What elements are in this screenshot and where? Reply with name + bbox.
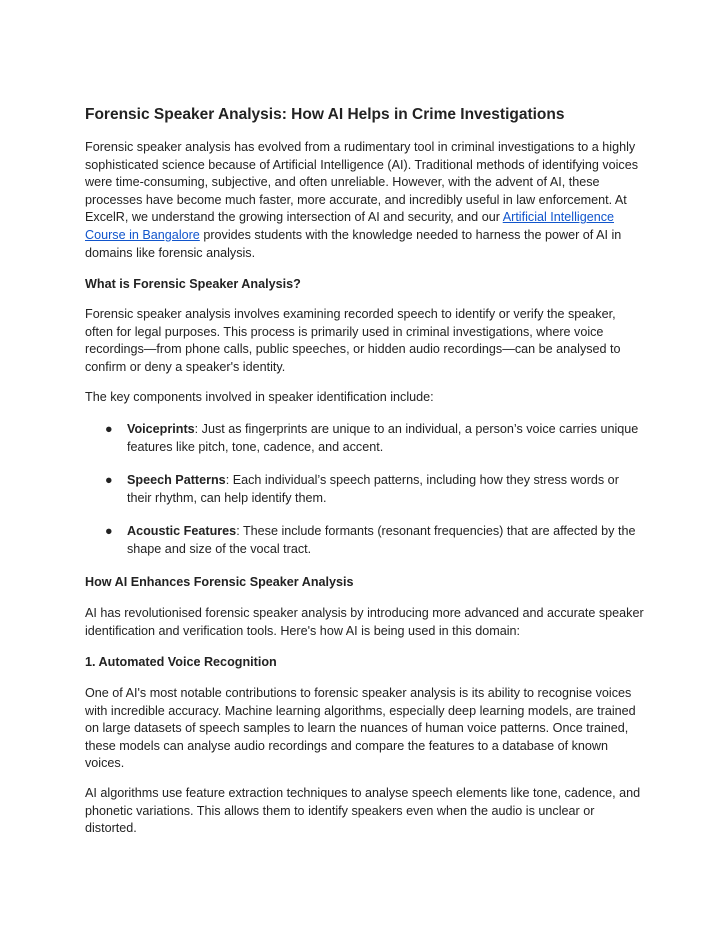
desc-voiceprints: : Just as fingerprints are unique to an individual, a person’s voice carries unique features like pitch, tone, cadence, and accent. <box>127 422 639 454</box>
definition-paragraph: Forensic speaker analysis involves examining recorded speech to identify or verify the speaker, often for legal purposes. This process is primarily used in criminal investigations, where voice recordings—from phone calls, public speeches, or hidden audio recordings—can be analysed to confirm or deny a speaker's identity. <box>85 307 621 374</box>
intro-text-end: provides students with the knowledge needed to harness the power of AI in domains like forensic analysis. <box>85 227 622 260</box>
section-heading-voice-recognition: 1. Automated Voice Recognition <box>85 655 277 669</box>
voice-recognition-paragraph: One of AI's most notable contributions to forensic speaker analysis is its ability to recognise voices with incredible accuracy. Machine learning algorithms, especially deep learning models, are trained on large datasets of speech samples to learn the nuances of human voice patterns. Once trained, these models can analyse audio recordings and compare the features to a database of known voices. <box>85 686 636 771</box>
components-intro: The key components involved in speaker identification include: <box>85 390 434 404</box>
list-item-voiceprints <box>85 421 645 456</box>
list-item-acoustic-features <box>85 523 645 558</box>
list-item-speech-patterns <box>85 472 645 507</box>
intro-paragraph <box>85 139 645 262</box>
feature-extraction-paragraph: AI algorithms use feature extraction techniques to analyse speech elements like tone, cadence, and phonetic variations. This allows them to identify speakers even when the audio is unclear or distorted. <box>85 786 641 836</box>
list-item-text <box>127 472 642 507</box>
desc-acoustic-features: : These include formants (resonant frequencies) that are affected by the shape and size of the vocal tract. <box>127 524 636 556</box>
ai-enhances-paragraph: AI has revolutionised forensic speaker analysis by introducing more advanced and accurate speaker identification and verification tools. Here's how AI is being used in this domain: <box>85 606 644 638</box>
list-item-text <box>127 523 642 558</box>
section-heading-ai-enhances: How AI Enhances Forensic Speaker Analysis <box>85 575 354 589</box>
term-voiceprints: Voiceprints <box>127 422 195 436</box>
course-link[interactable]: Artificial Intelligence Course in Bangalore <box>85 210 615 242</box>
desc-speech-patterns: : Each individual’s speech patterns, including how they stress words or their rhythm, can help identify them. <box>127 473 619 505</box>
term-acoustic-features: Acoustic Features <box>127 524 237 538</box>
list-item-text <box>127 421 642 456</box>
term-speech-patterns: Speech Patterns <box>127 473 226 487</box>
document-title: Forensic Speaker Analysis: How AI Helps in Crime Investigations <box>85 106 565 123</box>
bullet-icon: ● <box>105 524 113 538</box>
bullet-icon: ● <box>105 473 113 487</box>
intro-text: Forensic speaker analysis has evolved from a rudimentary tool in criminal investigations to a highly sophisticated science because of Artificial Intelligence (AI). Traditional methods of identifying voices were time-consuming, subjective, and often unreliable. However, with the advent of AI, these processes have become much faster, more accurate, and incredibly useful in law enforcement. At ExcelR, we understand the growing intersection of AI and security, and our <box>85 140 639 225</box>
section-heading-what-is: What is Forensic Speaker Analysis? <box>85 277 301 291</box>
bullet-icon: ● <box>105 422 113 436</box>
